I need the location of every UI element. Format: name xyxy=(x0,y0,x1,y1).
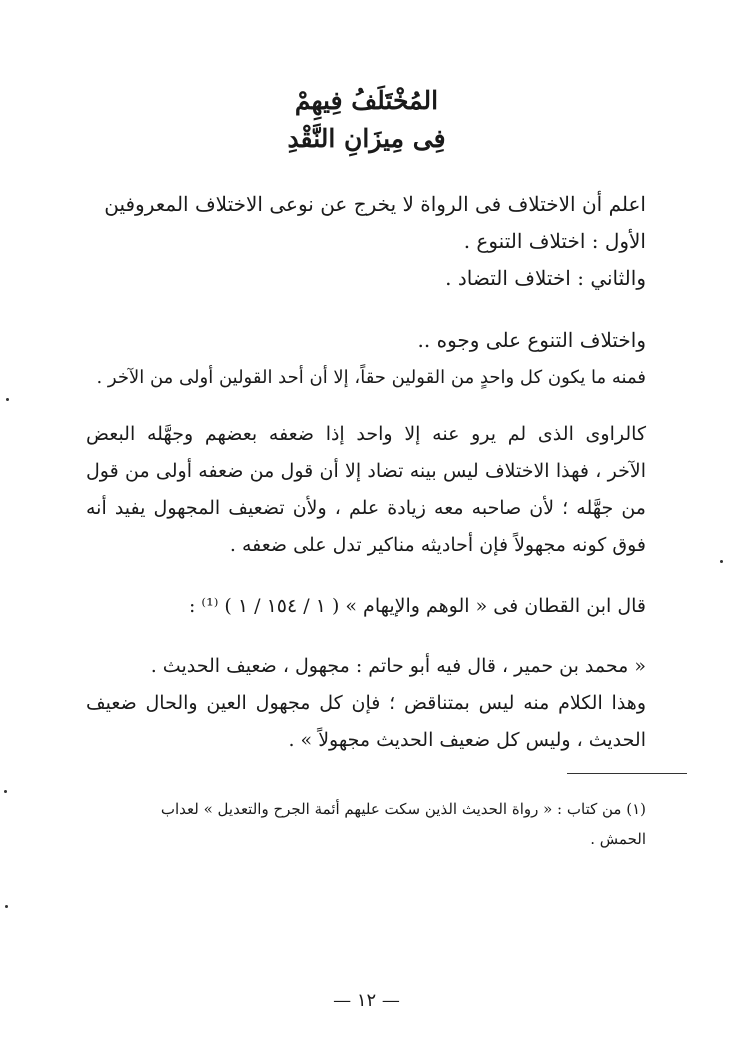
paragraph-diversity xyxy=(86,322,646,396)
text-line: وهذا الكلام منه ليس بمتناقض ؛ فإن كل مجهول العين والحال ضعيف xyxy=(86,692,646,714)
footnote-line: (١) من كتاب : « رواة الحديث الذين سكت عليهم أئمة الجرح والتعديل » لعداب xyxy=(160,800,646,818)
paragraph-citation xyxy=(86,588,646,625)
chapter-title: المُخْتَلَفُ فِيهِمْ xyxy=(294,86,439,115)
chapter-subtitle: فِى مِيزَانِ النَّقْدِ xyxy=(287,124,446,153)
text-line: من جهَّله ؛ لأن صاحبه معه زيادة علم ، ولأن تضعيف المجهول يفيد أنه xyxy=(86,497,646,519)
text-line: « محمد بن حمير ، قال فيه أبو حاتم : مجهول ، ضعيف الحديث . xyxy=(150,655,646,677)
text-line: قال ابن القطان فى « الوهم والإيهام » ( ١ / ١٥٤ / ١ ) ⁽¹⁾ : xyxy=(188,595,646,617)
paragraph-intro xyxy=(104,186,646,297)
text-line: والثاني : اختلاف التضاد . xyxy=(445,266,646,290)
scan-speck xyxy=(5,905,8,908)
text-line: الأول : اختلاف التنوع . xyxy=(463,229,646,253)
page-number: — ١٢ — xyxy=(333,990,400,1011)
text-line: واختلاف التنوع على وجوه .. xyxy=(417,328,646,352)
scan-speck xyxy=(720,560,723,563)
text-line: كالراوى الذى لم يرو عنه إلا واحد إذا ضعفه بعضهم وجهَّله البعض xyxy=(86,423,646,445)
scan-speck xyxy=(4,790,7,793)
text-line: الحديث ، وليس كل ضعيف الحديث مجهولاً » . xyxy=(288,729,646,751)
paragraph-quote xyxy=(86,648,646,759)
text-line: فمنه ما يكون كل واحدٍ من القولين حقاً، إلا أن أحد القولين أولى من الآخر . xyxy=(96,367,646,388)
footnote xyxy=(86,794,646,854)
footnote-divider xyxy=(567,773,687,774)
text-line: اعلم أن الاختلاف فى الرواة لا يخرج عن نوعى الاختلاف المعروفين xyxy=(104,192,646,216)
scan-speck xyxy=(6,398,9,401)
text-line: الآخر ، فهذا الاختلاف ليس بينه تضاد إلا أن قول من ضعفه أولى من قول xyxy=(86,460,646,482)
paragraph-example xyxy=(86,416,646,564)
footnote-line: الحمش . xyxy=(590,830,646,848)
text-line: فوق كونه مجهولاً فإن أحاديثه مناكير تدل على ضعفه . xyxy=(229,534,646,556)
